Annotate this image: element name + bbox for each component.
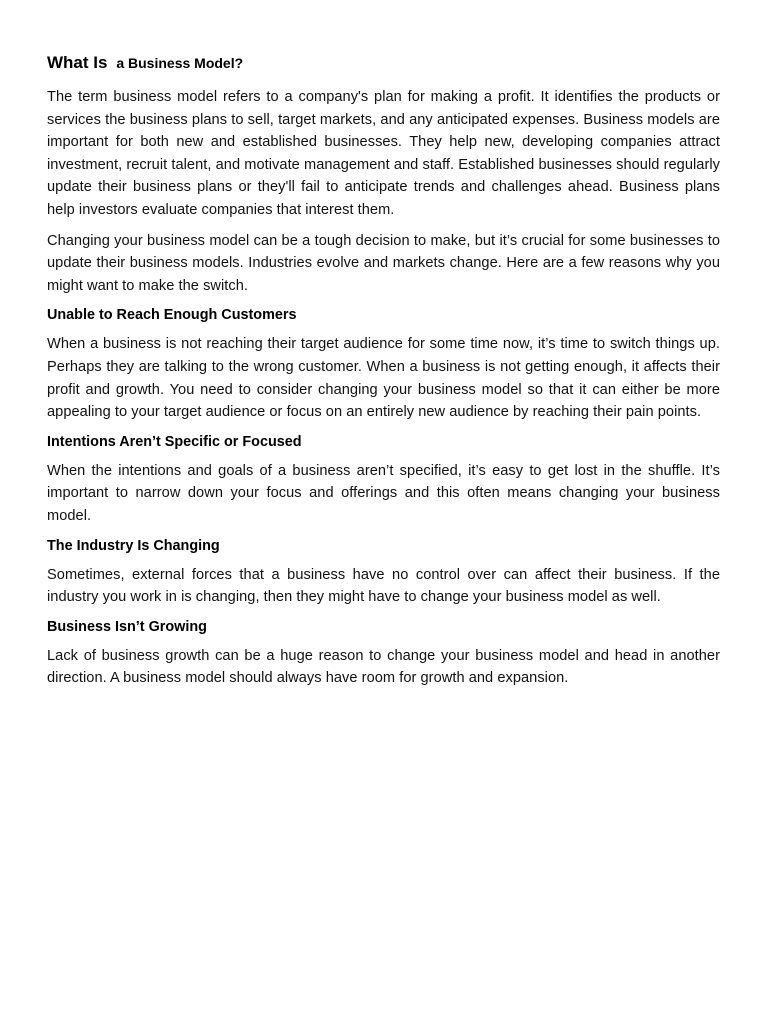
title-part-2: a Business Model? [116, 55, 244, 71]
section-heading-growth: Business Isn’t Growing [47, 618, 207, 635]
section-body-growth: Lack of business growth can be a huge reason to change your business model and head in another direction. A business model should always have room for growth and expansion. [47, 647, 720, 687]
intro-paragraph-1: The term business model refers to a company's plan for making a profit. It identifies the products or services the business plans to sell, target markets, and any anticipated expenses. Business models are important for both new and established businesses. They help new, developing companies attract investment, recruit talent, and motivate management and staff. Established businesses should regularly update their business plans or they'll fail to anticipate trends and challenges ahead. Business plans help investors evaluate companies that interest them. [47, 89, 720, 218]
section-heading-customers: Unable to Reach Enough Customers [47, 307, 297, 324]
section-heading-intentions: Intentions Aren’t Specific or Focused [47, 433, 302, 450]
intro-paragraph-2: Changing your business model can be a tough decision to make, but it’s crucial for some businesses to update their business models. Industries evolve and markets change. Here are a few reasons why you might want to make the switch. [47, 232, 720, 294]
document-title [47, 44, 720, 76]
section-body-industry: Sometimes, external forces that a business have no control over can affect their business. If the industry you work in is changing, then they might have to change your business model as well. [47, 566, 720, 606]
section-heading-industry: The Industry Is Changing [47, 537, 220, 554]
title-part-1: What Is [47, 53, 108, 72]
section-body-customers: When a business is not reaching their target audience for some time now, it’s time to switch things up. Perhaps they are talking to the wrong customer. When a business is not getting enough, it affects their profit and growth. You need to consider changing your business model so that it can either be more appealing to your target audience or focus on an entirely new audience by reaching their pain points. [47, 336, 720, 421]
section-body-intentions: When the intentions and goals of a business aren’t specified, it’s easy to get lost in the shuffle. It’s important to narrow down your focus and offerings and this often means changing your business model. [47, 462, 720, 524]
